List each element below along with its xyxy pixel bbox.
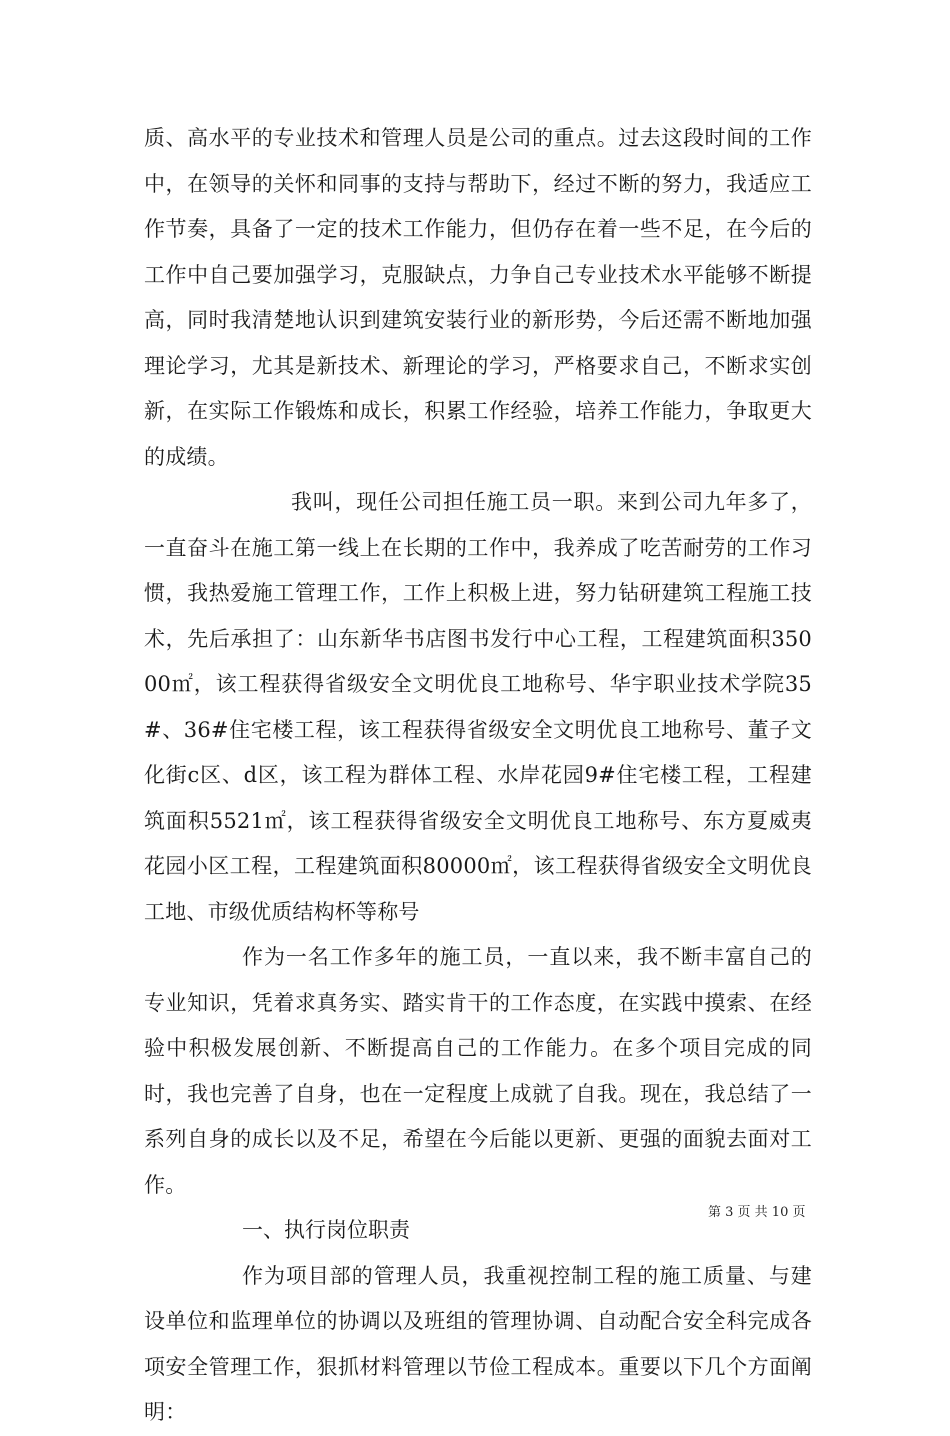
paragraph-introduction: 我叫，现任公司担任施工员一职。来到公司九年多了，一直奋斗在施工第一线上在长期的工作中，我养成了吃苦耐劳的工作习惯，我热爱施工管理工作，工作上积极上进，努力钻研建筑工程施工技术，先后承担了：山东新华书店图书发行中心工程，工程建筑面积35000㎡，该工程获得省级安全文明优良工地称号、华宇职业技术学院35#、36#住宅楼工程，该工程获得省级安全文明优良工地称号、董子文化街c区、d区，该工程为群体工程、水岸花园9#住宅楼工程，工程建筑面积5521㎡，该工程获得省级安全文明优良工地称号、东方夏威夷花园小区工程，工程建筑面积80000㎡，该工程获得省级安全文明优良工地、市级优质结构杯等称号 xyxy=(144,490,812,924)
document-body xyxy=(144,116,812,1436)
paragraph-duties: 作为项目部的管理人员，我重视控制工程的施工质量、与建设单位和监理单位的协调以及班组的管理协调、自动配合安全科完成各项安全管理工作，狠抓材料管理以节俭工程成本。重要以下几个方面阐明： xyxy=(144,1263,812,1424)
section-heading: 一、执行岗位职责 xyxy=(242,1218,410,1242)
paragraph-experience: 作为一名工作多年的施工员，一直以来，我不断丰富自己的专业知识，凭着求真务实、踏实肯干的工作态度，在实践中摸索、在经验中积极发展创新、不断提高自己的工作能力。在多个项目完成的同时，我也完善了自身，也在一定程度上成就了自我。现在，我总结了一系列自身的成长以及不足，希望在今后能以更新、更强的面貌去面对工作。 xyxy=(144,945,812,1197)
paragraph-continuation: 质、高水平的专业技术和管理人员是公司的重点。过去这段时间的工作中，在领导的关怀和同事的支持与帮助下，经过不断的努力，我适应工作节奏，具备了一定的技术工作能力，但仍存在着一些不足，在今后的工作中自己要加强学习，克服缺点，力争自己专业技术水平能够不断提高，同时我清楚地认识到建筑安装行业的新形势，今后还需不断地加强理论学习，尤其是新技术、新理论的学习，严格要求自己，不断求实创新，在实际工作锻炼和成长，积累工作经验，培养工作能力，争取更大的成绩。 xyxy=(144,126,812,469)
page-number-footer: 第 3 页 共 10 页 xyxy=(708,1205,806,1220)
